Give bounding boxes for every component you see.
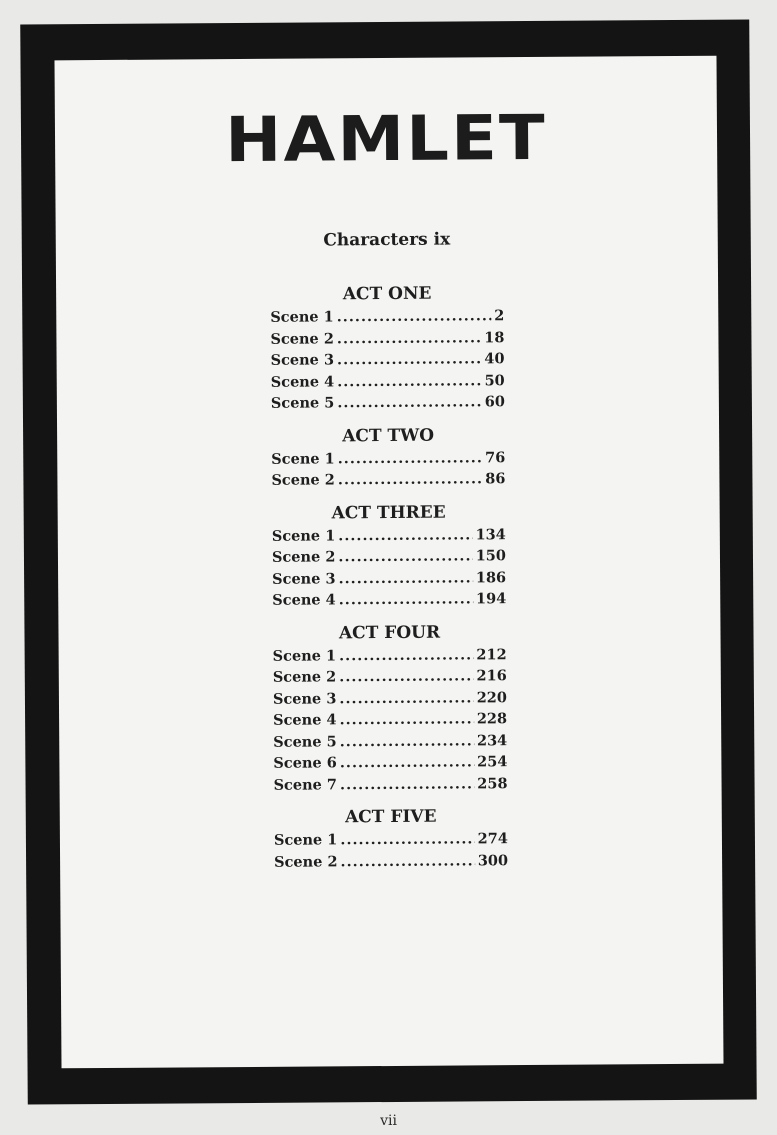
scene-entry (273, 687, 507, 710)
act-five (274, 804, 508, 873)
scene-label: Scene 1 (271, 526, 336, 545)
scene-entry (271, 468, 505, 491)
scene-label: Scene 5 (273, 732, 337, 751)
scene-entry (273, 751, 507, 774)
act-title: ACT THREE (331, 502, 446, 523)
leader-dots (338, 524, 472, 546)
act-two (271, 423, 505, 492)
scene-page: 40 (484, 350, 505, 368)
act-title: ACT ONE (342, 283, 432, 305)
scene-label: Scene 3 (272, 569, 336, 588)
leader-dots (338, 468, 483, 491)
scene-page: 186 (475, 568, 507, 586)
scene-page: 274 (477, 830, 508, 848)
scene-page: 234 (476, 731, 508, 749)
scene-page: 194 (475, 590, 507, 608)
scene-label: Scene 5 (270, 394, 335, 412)
scene-label: Scene 2 (274, 852, 338, 871)
leader-dots (337, 370, 482, 393)
act-one (270, 281, 505, 414)
leader-dots (339, 665, 473, 687)
scene-entry (271, 447, 505, 470)
leader-dots (337, 348, 482, 371)
scene-entry (270, 305, 504, 328)
leader-dots (338, 545, 472, 567)
scene-label: Scene 1 (272, 646, 337, 665)
scene-entry (273, 644, 507, 667)
scene-page: 76 (485, 448, 506, 466)
scene-entry (271, 370, 505, 393)
page-border (20, 19, 757, 1104)
scene-page: 254 (477, 753, 508, 771)
scene-label: Scene 4 (272, 591, 336, 609)
scene-page: 220 (476, 688, 508, 706)
scene-entry (273, 730, 507, 753)
leader-dots (340, 773, 474, 795)
scene-page: 216 (476, 667, 507, 685)
scene-page: 86 (485, 470, 506, 488)
scene-entry (271, 348, 505, 371)
leader-dots (338, 447, 483, 470)
scene-page: 50 (484, 371, 505, 389)
scene-page: 300 (477, 851, 509, 869)
scene-page: 150 (475, 547, 507, 565)
leader-dots (337, 305, 492, 328)
scene-entry (272, 567, 506, 590)
leader-dots (339, 644, 473, 666)
scene-entry (274, 828, 508, 851)
act-title: ACT FIVE (344, 806, 437, 828)
act-three (272, 500, 507, 612)
leader-dots (339, 708, 473, 730)
page-title: HAMLET (225, 100, 548, 177)
scene-entry (272, 524, 506, 547)
scene-entry (271, 391, 505, 414)
page-content (54, 56, 723, 1069)
scene-entry (273, 708, 507, 731)
scene-label: Scene 7 (273, 775, 338, 794)
scene-entry (272, 588, 506, 611)
scene-entry (274, 850, 508, 873)
scene-label: Scene 3 (270, 351, 335, 369)
scene-label: Scene 4 (273, 711, 337, 729)
scene-entry (270, 327, 504, 350)
scene-page: 212 (476, 645, 507, 663)
leader-dots (337, 391, 482, 414)
scene-label: Scene 6 (273, 754, 337, 772)
scene-page: 134 (475, 525, 506, 543)
leader-dots (340, 730, 474, 752)
scene-page: 18 (484, 328, 505, 346)
page-number: vii (380, 1113, 397, 1129)
scene-label: Scene 2 (271, 471, 335, 489)
scene-label: Scene 1 (273, 831, 338, 849)
leader-dots (337, 327, 482, 350)
act-four (272, 620, 507, 796)
act-title: ACT FOUR (338, 622, 441, 643)
scene-page: 60 (484, 393, 505, 411)
scene-label: Scene 3 (272, 689, 337, 708)
leader-dots (340, 850, 474, 872)
characters-entry: Characters ix (323, 229, 451, 251)
leader-dots (340, 828, 474, 850)
scene-entry (273, 665, 507, 688)
scene-label: Scene 2 (271, 548, 336, 566)
leader-dots (340, 751, 474, 773)
scene-label: Scene 1 (270, 308, 334, 326)
scene-entry (273, 773, 507, 796)
leader-dots (338, 567, 472, 589)
scene-label: Scene 2 (272, 668, 337, 686)
act-title: ACT TWO (342, 425, 435, 446)
scene-page: 228 (476, 710, 508, 728)
leader-dots (339, 588, 473, 610)
scene-label: Scene 1 (271, 449, 335, 468)
scene-entry (272, 545, 506, 568)
table-of-contents (56, 280, 722, 875)
leader-dots (339, 687, 473, 709)
scene-page: 2 (494, 307, 505, 325)
scene-label: Scene 4 (270, 372, 335, 391)
scene-page: 258 (477, 774, 508, 792)
scene-label: Scene 2 (270, 329, 334, 348)
